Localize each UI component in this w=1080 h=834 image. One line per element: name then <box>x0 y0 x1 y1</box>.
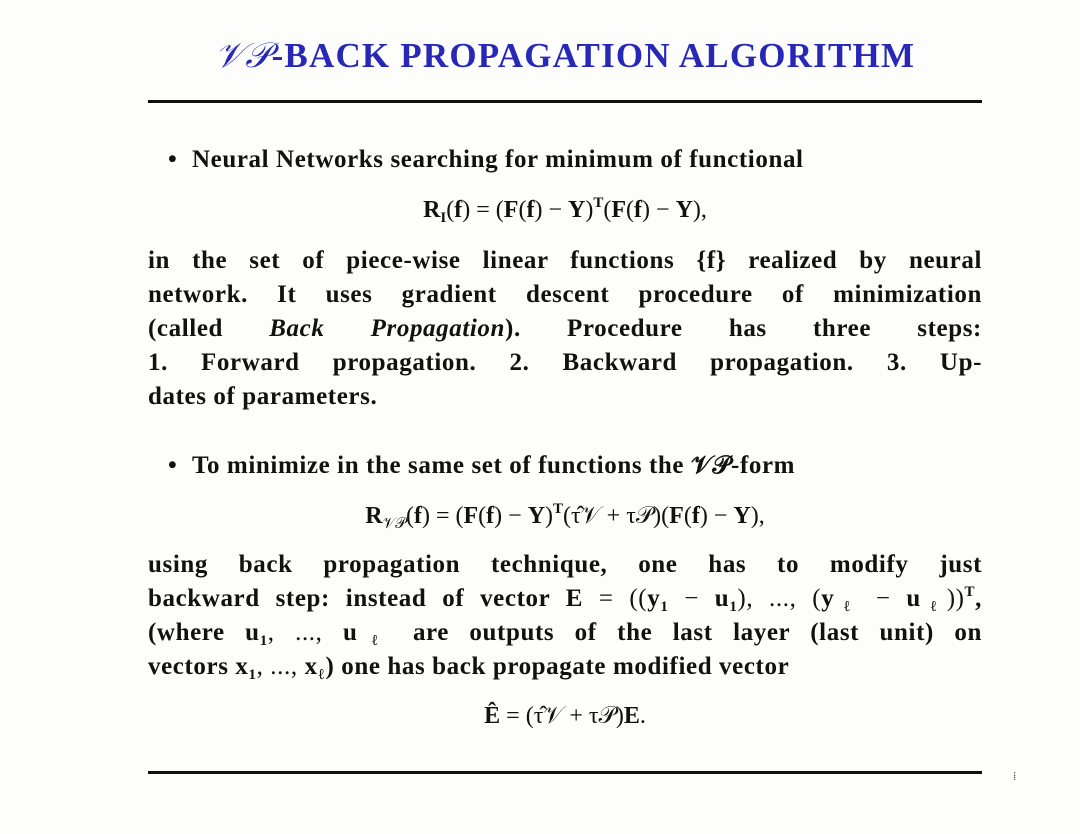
formula-e-hat: Ê = (τ̂𝒱 + τ𝒫)E. <box>484 703 646 729</box>
text-line: dates of parameters. <box>148 383 378 410</box>
title-text: -BACK PROPAGATION ALGORITHM <box>271 36 916 75</box>
slide-title <box>0 36 1080 76</box>
page-number: ⁞ <box>1013 769 1017 783</box>
text-line: backward step: instead of vector $E = ((y_1 - u_1)$, ..., $(y_\ell - u_\ell))^T$, <box>148 584 983 615</box>
bullet-icon: • <box>168 146 178 173</box>
top-rule <box>148 100 982 103</box>
text-line: network. It uses gradient descent procedure of minimization <box>148 281 982 308</box>
text-line: in the set of piece-wise linear functions {f} realized by neural <box>148 247 982 274</box>
bullet-text: Neural Networks searching for minimum of functional <box>192 146 804 173</box>
bullet-item-vp-form <box>168 452 795 480</box>
text-line: using back propagation technique, one has to modify just <box>148 551 982 578</box>
bullet-icon: • <box>168 452 178 479</box>
text-line: 1. Forward propagation. 2. Backward propagation. 3. Up- <box>148 349 982 376</box>
text-line: vectors $x_1$, ..., $x_\ell$) one has back propagate modified vector <box>148 653 790 683</box>
paragraph-backprop-description <box>148 244 982 414</box>
paragraph-modification <box>148 548 982 684</box>
title-vp-symbol: 𝒱𝒫 <box>214 36 272 76</box>
text-line: (called Back Propagation). Procedure has three steps: <box>148 315 982 342</box>
bullet-item-neural-networks <box>168 146 804 174</box>
bottom-rule <box>148 771 982 774</box>
text-line: (where $u_1$, ..., $u_\ell$ are outputs of the last layer (last unit) on <box>148 619 982 649</box>
bullet-text: To minimize in the same set of functions the 𝒱𝒫-form <box>192 452 796 479</box>
formula-ri: $R_I(f) = (F(f) - Y)^T(F(f) - Y)$, <box>423 195 707 226</box>
formula-rvp: $R_{𝒱𝒫}(f) = (F(f)$ − $Y)^T(\taû𝒱$ + τ𝒫)(F(f) − Y), <box>365 501 765 532</box>
